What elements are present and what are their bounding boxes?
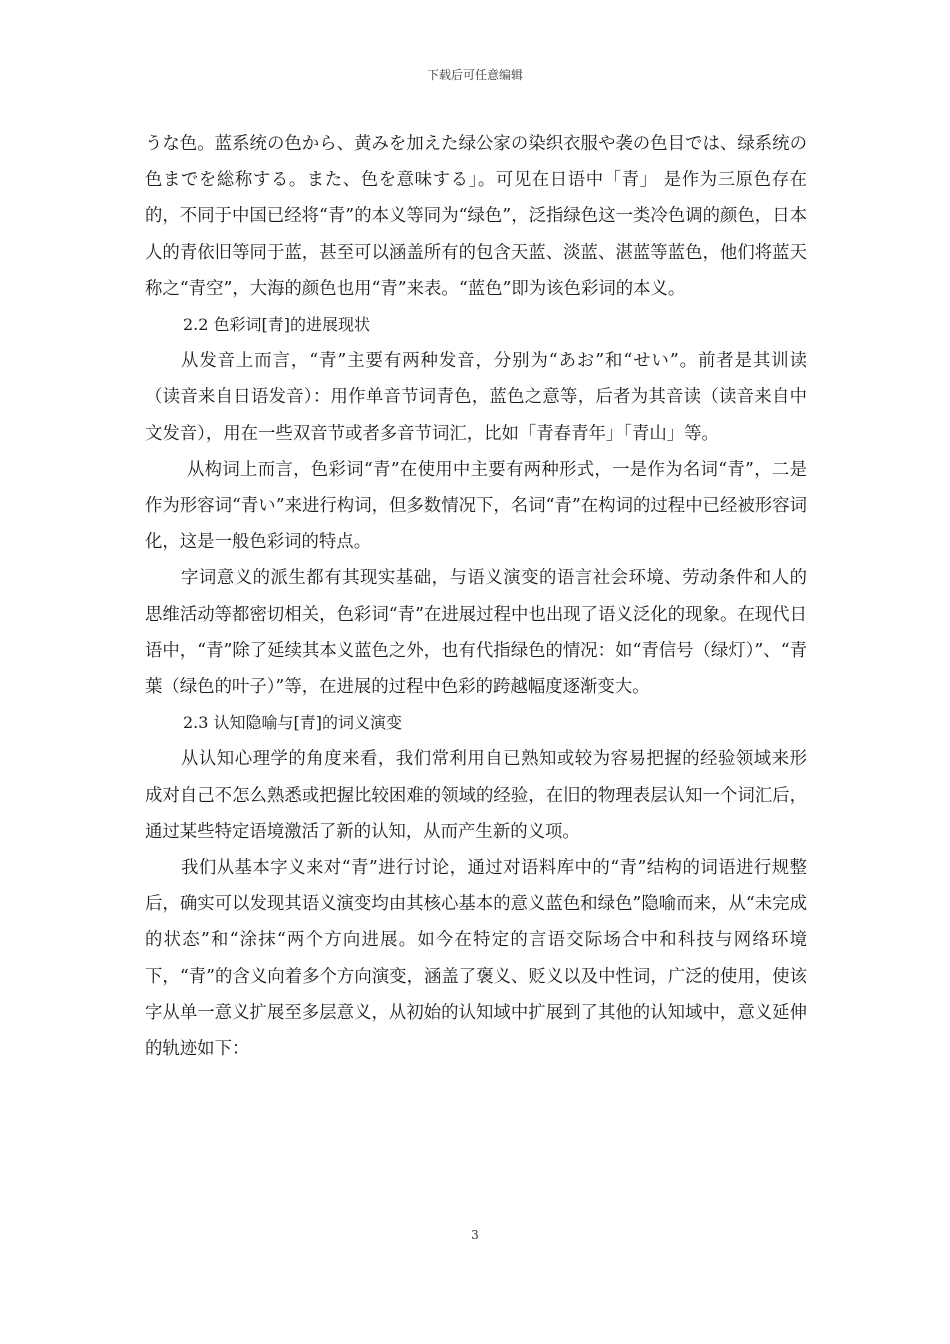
section-heading-2-2: 2.2 色彩词[青]的进展现状 [183,315,371,335]
paragraph-semantic-generalization: 字词意义的派生都有其现实基础，与语义演变的语言社会环境、劳动条件和人的思维活动等都密切相关，色彩词“青”在进展过程中也出现了语义泛化的现象。在现代日语中，“青”除了延续其本义蓝色之外，也有代指绿色的情况：如“青信号（绿灯）”、“青葉（绿色的叶子）”等，在进展的过程中色彩的跨越幅度逐渐变大。 [145,568,807,698]
paragraph-continuation: うな色。蓝系统の色から、黄みを加えた绿公家の染织衣服や袭の色目では、绿系统の色までを総称する。また、色を意味する」。可见在日语中「青」 是作为三原色存在的，不同于中国已经将“青”的本义等同为“绿色”，泛指绿色这一类冷色调的颜色，日本人的青依旧等同于蓝，甚至可以涵盖所有的包含天蓝、淡蓝、湛蓝等蓝色，他们将蓝天称之“青空”，大海的颜色也用“青”来表。“蓝色”即为该色彩词的本义。 [145,134,807,299]
paragraph-pronunciation: 从发音上而言，“青”主要有两种发音，分别为“あお”和“せい”。前者是其训读（读音来自日语发音）：用作单音节词青色，蓝色之意等，后者为其音读（读音来自中文发音），用在一些双音节或者多音节词汇，比如「青春青年」「青山」等。 [145,351,807,444]
page-number: 3 [471,1228,479,1242]
paragraph-cognitive-psychology: 从认知心理学的角度来看，我们常利用自已熟知或较为容易把握的经验领域来形成对自己不怎么熟悉或把握比较困难的领域的经验，在旧的物理表层认知一个词汇后，通过某些特定语境激活了新的认知，从而产生新的义项。 [145,749,807,842]
paragraph-semantic-evolution: 我们从基本字义来对“青”进行讨论，通过对语料库中的“青”结构的词语进行规整后，确实可以发现其语义演变均由其核心基本的意义蓝色和绿色”隐喻而来，从“未完成的状态”和“涂抹“两个方向进展。如今在特定的言语交际场合中和科技与网络环境下，“青”的含义向着多个方向演变，涵盖了褒义、贬义以及中性词，广泛的使用，使该字从单一意义扩展至多层意义，从初始的认知域中扩展到了其他的认知域中，意义延伸的轨迹如下： [145,858,807,1060]
paragraph-word-formation: 从构词上而言，色彩词“青”在使用中主要有两种形式，一是作为名词“青”，二是作为形容词“青い”来进行构词，但多数情况下，名词“青”在构词的过程中已经被形容词化，这是一般色彩词的特点。 [145,459,807,553]
document-body [145,126,807,1067]
page-header: 下载后可任意编辑 [426,68,523,82]
section-heading-2-3: 2.3 认知隐喻与[青]的词义演变 [183,713,403,733]
